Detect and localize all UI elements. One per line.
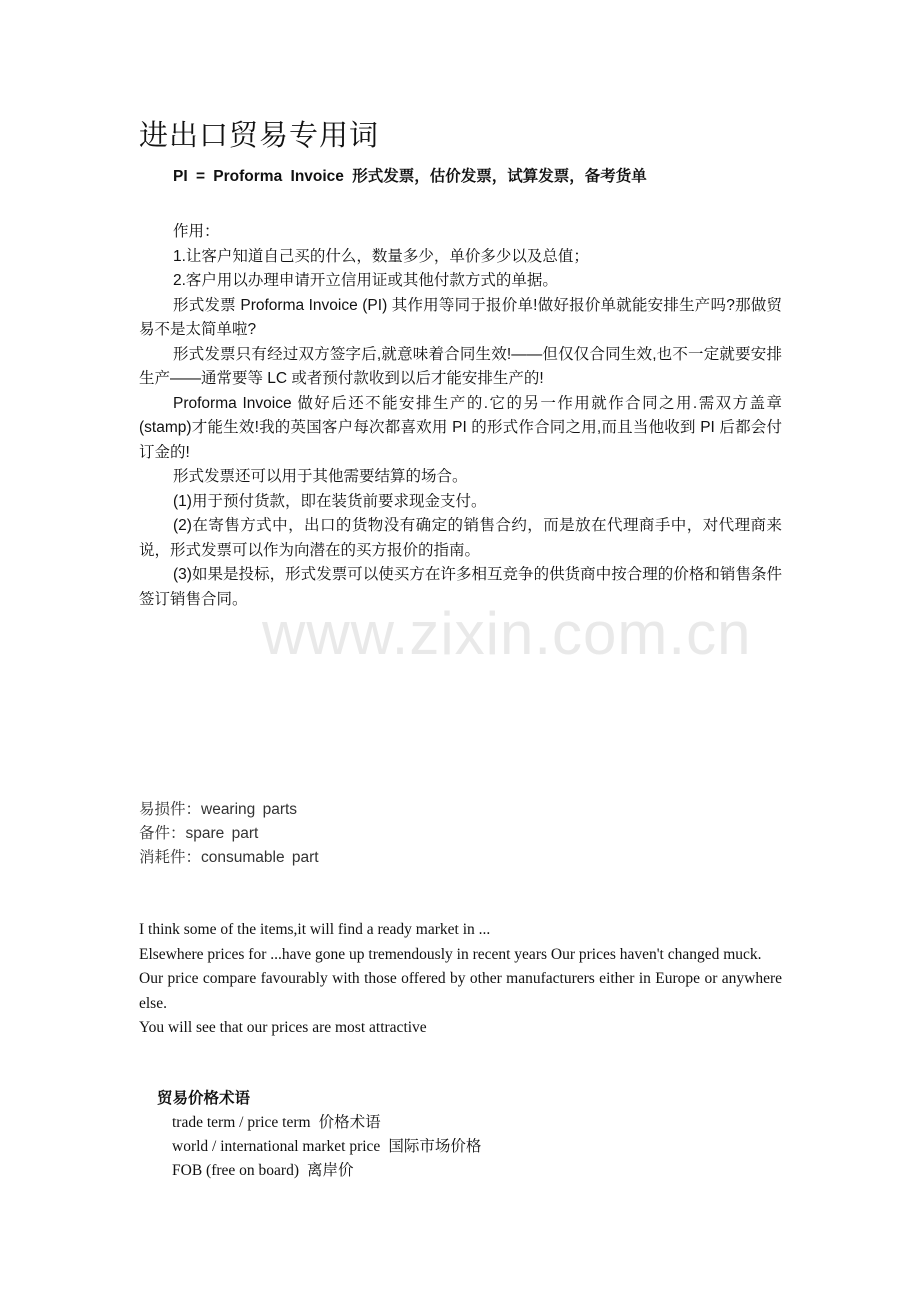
page-subtitle: PI = Proforma Invoice 形式发票，估价发票，试算发票，备考货单 xyxy=(173,168,647,185)
term-en: world / international market price xyxy=(172,1138,381,1155)
use-case-2: (2)在寄售方式中，出口的货物没有确定的销售合约，而是放在代理商手中，对代理商来说，形式发票可以作为向潜在的买方报价的指南。 xyxy=(139,517,782,559)
term-zh: 价格术语 xyxy=(318,1114,381,1131)
intro-paragraph-2: 形式发票只有经过双方签字后,就意味着合同生效!——但仅仅合同生效,也不一定就要安排生产——通常要等 LC 或者预付款收到以后才能安排生产的! xyxy=(139,345,782,387)
intro-section xyxy=(139,220,782,612)
sentence-3: Our price compare favourably with those offered by other manufacturers either in Europe or anywhere else. xyxy=(139,970,782,1012)
term-row xyxy=(172,1135,481,1159)
intro-point-1: 1.让客户知道自己买的什么，数量多少，单价多少以及总值； xyxy=(173,247,589,265)
term-en: FOB (free on board) xyxy=(172,1162,299,1179)
use-case-3: (3)如果是投标，形式发票可以使买方在许多相互竞争的供货商中按合理的价格和销售条件签订销售合同。 xyxy=(139,566,782,608)
term-row xyxy=(172,1111,481,1135)
sentence-4: You will see that our prices are most attractive xyxy=(139,1019,427,1036)
term-en: trade term / price term xyxy=(172,1114,311,1131)
use-case-1: (1)用于预付货款，即在装货前要求现金支付。 xyxy=(173,492,487,510)
sentence-1: I think some of the items,it will find a ready market in ... xyxy=(139,921,491,938)
term-zh: 国际市场价格 xyxy=(388,1138,482,1155)
term-zh: 离岸价 xyxy=(306,1162,354,1179)
glossary-item-consumable-part: 消耗件：consumable part xyxy=(139,849,319,866)
intro-paragraph-3: Proforma Invoice 做好后还不能安排生产的.它的另一作用就作合同之用.需双方盖章(stamp)才能生效!我的英国客户每次都喜欢用 PI 的形式作合同之用,而且当他收到 PI 后都会付订金的! xyxy=(139,394,782,461)
intro-label: 作用： xyxy=(173,223,220,240)
term-row xyxy=(172,1159,481,1183)
page-title: 进出口贸易专用词 xyxy=(139,120,380,152)
parts-glossary xyxy=(139,798,319,870)
intro-paragraph-4: 形式发票还可以用于其他需要结算的场合。 xyxy=(173,468,468,485)
glossary-item-spare-part: 备件：spare part xyxy=(139,825,259,842)
price-terms-list xyxy=(172,1111,481,1183)
intro-point-2: 2.客户用以办理申请开立信用证或其他付款方式的单据。 xyxy=(173,272,558,289)
glossary-item-wearing-parts: 易损件：wearing parts xyxy=(139,801,298,818)
intro-paragraph-1: 形式发票 Proforma Invoice (PI) 其作用等同于报价单!做好报价单就能安排生产吗?那做贸易不是太简单啦? xyxy=(139,296,782,338)
watermark: www.zixin.com.cn xyxy=(262,600,752,667)
english-sentences xyxy=(139,918,782,1041)
price-terms-title: 贸易价格术语 xyxy=(157,1090,251,1107)
sentence-2: Elsewhere prices for ...have gone up tremendously in recent years Our prices haven't changed muck. xyxy=(139,945,762,963)
